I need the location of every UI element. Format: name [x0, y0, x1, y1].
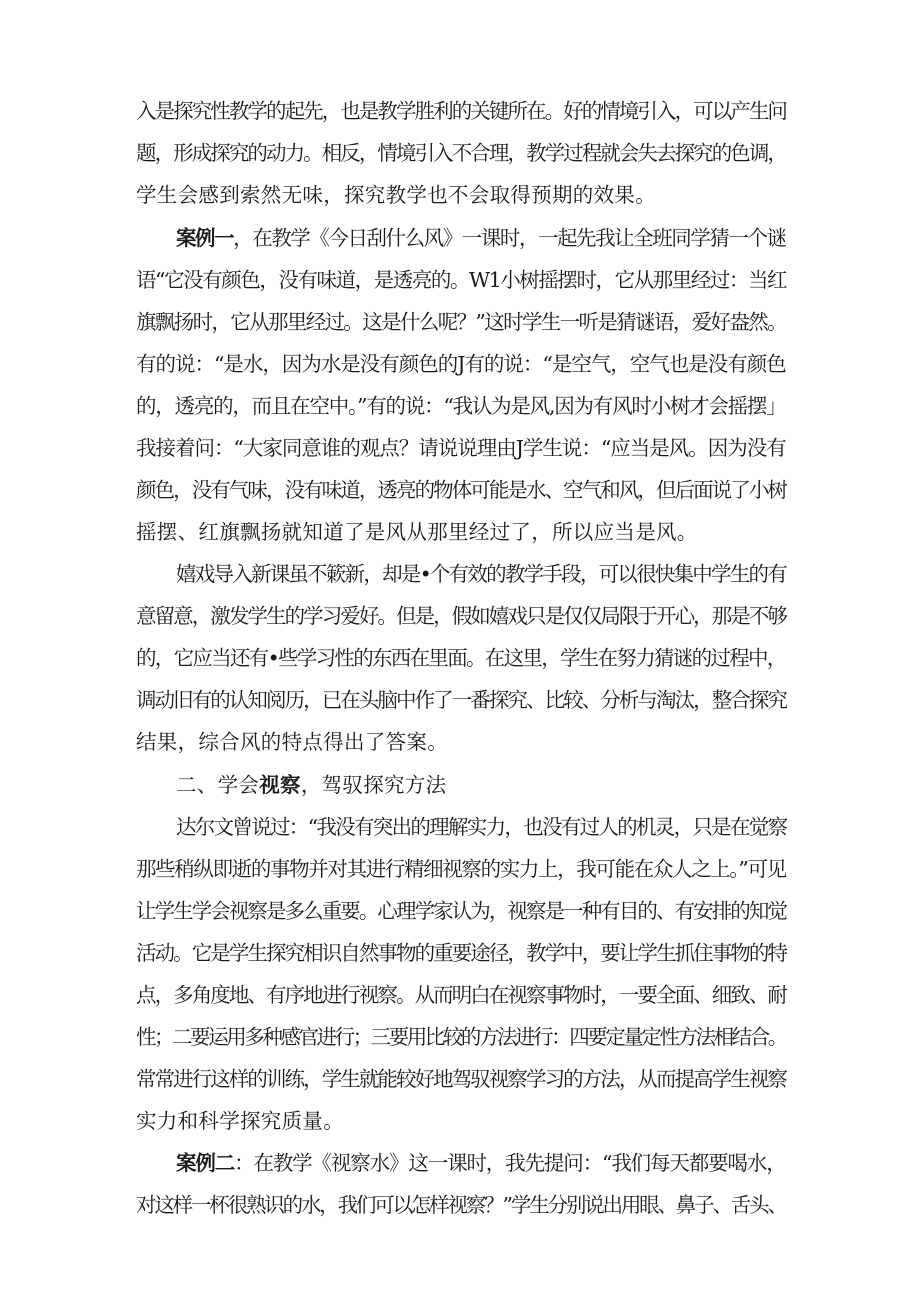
text-line [136, 391, 786, 421]
text-run: 结果，综合风的特点得出了答案。 [136, 730, 448, 754]
text-run: 入是探究性教学的起先，也是教学胜利的关键所在。好的情境引入，可以产生问 [136, 99, 786, 123]
text-run: 点，多角度地、有序地进行视察。从而明白在视察事物时，一要全面、细致、耐 [136, 983, 786, 1007]
bold-label: 案例二 [176, 1151, 235, 1175]
text-run: 达尔文曾说过：“我没有突出的理解实力，也没有过人的机灵，只是在觉察 [176, 815, 787, 839]
text-run: ：在教学《视察水》这一课时，我先提问：“我们每天都要喝水， [234, 1151, 786, 1175]
text-run: 那些稍纵即逝的事物并对其进行精细视察的实力上，我可能在众人之上。”可见 [136, 857, 786, 881]
text-line [136, 643, 786, 673]
text-run: 的，它应当还有•些学习性的东西在里面。在这里，学生在努力猜谜的过程中， [136, 646, 786, 670]
text-line [136, 138, 786, 168]
text-line [136, 433, 786, 463]
text-run: 的，透亮的，而且在空中。”有的说：“我认为是风,因为有风时小树才会摇摆」 [136, 394, 786, 418]
text-run: 我接着问：“大家同意谁的观点？请说说理由J学生说：“应当是风。因为没有 [136, 436, 786, 460]
text-line [136, 180, 656, 210]
text-line [136, 307, 786, 337]
text-line [176, 770, 446, 800]
text-run: ，在教学《今日刮什么风》一课时，一起先我让全班同学猜一个谜 [233, 226, 786, 250]
text-run: 旗飘扬时，它从那里经过。这是什么呢？”这时学生一听是猜谜语，爱好盎然。 [136, 310, 786, 334]
text-run: 有的说：“是水，因为水是没有颜色的J有的说：“是空气，空气也是没有颜色 [136, 352, 786, 376]
text-line [136, 265, 786, 295]
text-run: 学生会感到索然无味，探究教学也不会取得预期的效果。 [136, 183, 656, 207]
bold-label: 案例一 [176, 226, 234, 250]
text-run: 摇摆、红旗飘扬就知道了是风从那里经过了，所以应当是风。 [136, 520, 698, 544]
text-line [136, 980, 786, 1010]
text-run: ，驾驭探究方法 [300, 773, 447, 797]
text-line [136, 727, 448, 757]
text-run: 嬉戏导入新课虽不簌新，却是•个有效的教学手段，可以很快集中学生的有 [176, 562, 786, 586]
text-line [136, 1022, 786, 1052]
text-run: 调动旧有的认知阅历，已在头脑中作了一番探究、比较、分析与淘汰，整合探究 [136, 688, 786, 712]
text-line [136, 854, 786, 884]
text-run: 颜色，没有气味，没有味道，透亮的物体可能是水、空气和风，但后面说了小树 [136, 478, 786, 502]
text-line [136, 685, 786, 715]
text-run: 常常进行这样的训练，学生就能较好地驾驭视察学习的方法，从而提高学生视察 [136, 1067, 786, 1091]
text-line [136, 896, 786, 926]
text-line [136, 349, 786, 379]
text-run: 二、学会 [176, 773, 260, 797]
text-line [136, 517, 698, 547]
text-line [176, 223, 786, 253]
text-run: 语“它没有颜色，没有味道，是透亮的。W1小树摇摆时，它从那里经过：当红 [136, 268, 787, 292]
text-run: 活动。它是学生探究相识自然事物的重要途径，教学中，要让学生抓住事物的特 [136, 941, 786, 965]
text-line [176, 559, 786, 589]
text-run: 实力和科学探究质量。 [136, 1109, 344, 1133]
text-line [136, 938, 786, 968]
text-line [136, 1106, 344, 1136]
text-line [136, 601, 786, 631]
text-line [136, 96, 786, 126]
text-run: 让学生学会视察是多么重要。心理学家认为，视察是一种有目的、有安排的知觉 [136, 899, 786, 923]
text-line [136, 475, 786, 505]
text-run: 意留意，激发学生的学习爱好。但是，假如嬉戏只是仅仅局限于开心，那是不够 [136, 604, 786, 628]
text-run: 性；二要运用多种感官进行；三要用比较的方法进行：四要定量定性方法相结合。 [136, 1025, 786, 1049]
text-run: 对这样一杯很熟识的水，我们可以怎样视察？”学生分别说出用眼、鼻子、舌头、 [136, 1193, 786, 1217]
text-line [176, 1148, 786, 1178]
bold-label: 视察 [259, 773, 301, 797]
text-line [136, 1190, 786, 1220]
text-line [136, 1064, 786, 1094]
text-run: 题，形成探究的动力。相反，情境引入不合理，教学过程就会失去探究的色调， [136, 141, 786, 165]
text-line [176, 812, 786, 842]
